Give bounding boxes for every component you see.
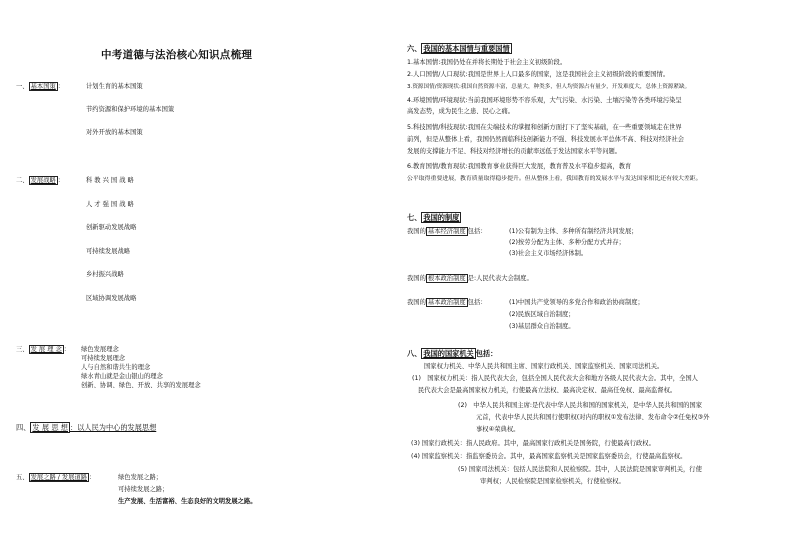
section-7-number: 七、: [407, 213, 422, 222]
national-condition-line: 高发态势，成为民生之患、民心之痛。: [407, 108, 515, 115]
national-condition-line: 2.人口国情/人口现状:我国是世界上人口最多的国家，这是我国社会主义初级阶段的重要国情。: [407, 71, 670, 78]
root-suffix: 是:人民代表大会制度。: [467, 275, 533, 282]
national-condition-line: 前列，但是从整体上看，我国仍然面临科技创新能力不强、科技发展水平总体不高、科技对经济社会: [407, 136, 685, 143]
national-condition-line: 3.资源国情/资源现状:我国自然资源丰富，总量大，种类多，但人均资源占有量少，开发难度大，总体上资源紧缺。: [407, 84, 691, 90]
fundamental-political-system: [407, 274, 533, 283]
section-3-label: 发 展 理 念: [30, 346, 62, 353]
basic-political-system-label: [407, 298, 487, 307]
section-8-number: 八、: [407, 349, 422, 358]
state-organ-line: 国家权力机关、中华人民共和国主席、国家行政机关、国家监察机关、国家司法机关。: [424, 363, 664, 370]
national-condition-line: 1.基本国情:我国仍处在并将长期处于社会主义初级阶段。: [407, 59, 567, 66]
state-organ-line: 事权④荣典权。: [476, 426, 520, 433]
basic-political-system-item: (1)中国共产党领导的多党合作和政治协商制度；: [509, 299, 644, 306]
section-8-heading: [407, 349, 497, 359]
path-item-2: 可持续发展之路；: [118, 486, 169, 493]
state-organ-line: 审判权；人民检察院是国家检察机关，行使检察权。: [480, 478, 625, 485]
economic-system-item: (1)公有制为主体、多种所有制经济共同发展；: [509, 228, 638, 235]
basic-political-system-item: (2)民族区域自治制度；: [509, 311, 575, 318]
economic-system-item: (2)按劳分配为主体、多种分配方式并存；: [509, 239, 625, 246]
state-organ-line: 元首，代表中华人民共和国行使职权(对内的职权①发布法律、发布命令②任免权③外: [476, 414, 710, 421]
concept-item-2: 可持续发展理念: [81, 355, 126, 362]
section-4-text: ：以人民为中心的发展思想: [70, 423, 157, 432]
section-2-number: 二、: [16, 177, 29, 184]
section-2-colon: ：: [57, 177, 65, 184]
section-1-label: 基本国策: [30, 83, 56, 90]
state-organ-line: (5) 国家司法机关：包括人民法院和人民检察院。其中，人民法院是国家审判机关，行使: [458, 466, 702, 473]
policy-item-3: 对外开放的基本国策: [86, 129, 143, 136]
section-2-heading: [16, 176, 64, 185]
root-label: 根本政治制度: [427, 275, 466, 282]
pol-prefix: 我国的: [407, 299, 426, 306]
state-organ-line: (4) 国家监察机关：指监察委员会。其中，最高国家监察机关是国家监察委员会，行使最高监察权。: [411, 453, 687, 460]
root-prefix: 我国的: [407, 275, 426, 282]
path-item-3: 生产发展、生活富裕、生态良好的文明发展之路。: [118, 498, 257, 505]
state-organ-line: (1) 国家权力机关：指人民代表大会，包括全国人民代表大会和地方各级人民代表大会。其中，全国人: [412, 375, 698, 382]
section-5-heading: [16, 473, 95, 482]
national-condition-line: 公平取得重要进展，教育质量取得稳步提升。但从整体上看，我国教育的发展水平与发达国家相比还有较大差距。: [407, 176, 702, 182]
national-condition-line: 6.教育国情/教育现状:我国教育事业获得巨大发展，教育普及水平稳步提高，教育: [407, 163, 632, 170]
strategy-item-1: 科 教 兴 国 战 略: [86, 177, 134, 184]
econ-prefix: 我国的: [407, 228, 426, 235]
strategy-item-4: 可持续发展战略: [86, 248, 131, 255]
section-6-heading: [407, 44, 512, 54]
policy-item-2: 节约资源和保护环境的基本国策: [86, 106, 175, 113]
concept-item-5: 创新、协调、绿色、开放、共享的发展理念: [81, 382, 201, 389]
path-item-1: 绿色发展之路；: [118, 474, 163, 481]
section-7-heading: [407, 213, 461, 223]
basic-political-system-item: (3)基层群众自治制度。: [509, 323, 575, 330]
section-5-number: 五、: [16, 474, 29, 481]
section-5-colon: ：: [89, 474, 96, 481]
state-organ-line: (3) 国家行政机关：指人民政府。其中，最高国家行政机关是国务院，行使最高行政权。: [411, 440, 655, 447]
section-6-number: 六、: [407, 44, 422, 53]
section-4-label: 发 展 思 想: [32, 423, 68, 432]
national-condition-line: 5.科技国情/科技现状:我国在尖端技术的掌握和创新方面打下了坚实基础，在一些重要领域走在世界: [407, 124, 682, 131]
strategy-item-6: 区域协调发展战略: [86, 295, 137, 302]
pol-suffix: 包括：: [467, 299, 487, 306]
section-6-label: 我国的基本国情与重要国情: [423, 44, 510, 53]
concept-item-4: 绿水青山就是金山银山的理念: [81, 373, 163, 380]
section-1-heading: [16, 82, 64, 91]
section-3-heading: [16, 345, 70, 354]
section-4-heading: [16, 423, 156, 433]
concept-item-1: 绿色发展理念: [81, 346, 119, 353]
pol-label: 基本政治制度: [427, 299, 466, 306]
policy-item-1: 计划生育的基本国策: [86, 83, 143, 90]
section-8-label: 我国的国家机关: [423, 349, 474, 358]
section-1-colon: ：: [57, 83, 65, 90]
national-condition-line: 4.环境国情/环境现状:当前我国环境形势不容乐观，大气污染、水污染、土壤污染等各类环境污染呈: [407, 97, 682, 104]
econ-suffix: 包括：: [467, 228, 487, 235]
economic-system-label: [407, 227, 487, 236]
section-3-number: 三、: [16, 346, 29, 353]
section-1-number: 一、: [16, 83, 29, 90]
state-organ-line: 民代表大会是最高国家权力机关，行使最高立法权、最高决定权、最高任免权、最高监督权。: [418, 387, 677, 394]
section-5-label: 发展之路 / 发展道路: [30, 474, 88, 481]
section-4-number: 四、: [16, 423, 31, 432]
section-3-colon: ：: [63, 346, 71, 353]
state-organ-line: (2) 中华人民共和国主席:是代表中华人民共和国的国家机关，是中华人民共和国的国家: [458, 402, 703, 409]
strategy-item-3: 创新驱动发展战略: [86, 224, 137, 231]
section-8-suffix: 包括：: [475, 349, 498, 358]
econ-label: 基本经济制度: [427, 228, 466, 235]
economic-system-item: (3)社会主义市场经济体制。: [509, 250, 588, 257]
concept-item-3: 人与自然和谐共生的理念: [81, 364, 151, 371]
section-7-label: 我国的制度: [423, 213, 460, 222]
strategy-item-5: 乡村振兴战略: [86, 271, 124, 278]
section-2-label: 发展战略: [30, 177, 56, 184]
strategy-item-2: 人 才 强 国 战 略: [86, 201, 134, 208]
national-condition-line: 发展的支撑能力不足、科技对经济增长的贡献率远低于发达国家水平等问题。: [407, 148, 622, 155]
page-title: 中考道德与法治核心知识点梳理: [101, 49, 253, 61]
